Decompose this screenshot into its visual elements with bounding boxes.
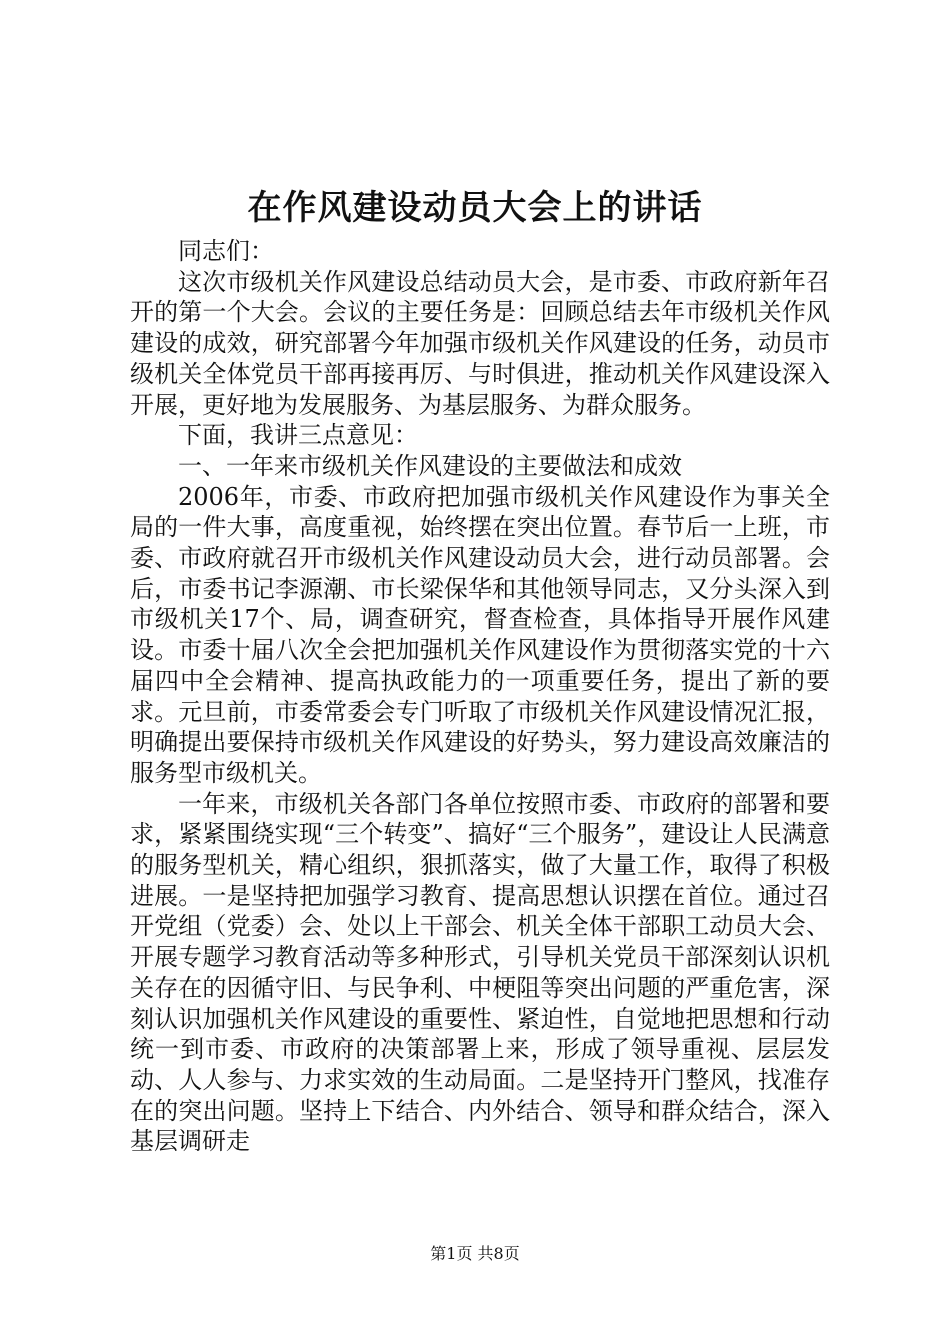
body-paragraph: 一年来，市级机关各部门各单位按照市委、市政府的部署和要求，紧紧围绕实现“三个转变”、搞好“三个服务”，建设让人民满意的服务型机关，精心组织，狠抓落实，做了大量工作，取得了积极进展。一是坚持把加强学习教育、提高思想认识摆在首位。通过召开党组（党委）会、处以上干部会、机关全体干部职工动员大会、开展专题学习教育活动等多种形式，引导机关党员干部深刻认识机关存在的因循守旧、与民争利、中梗阻等突出问题的严重危害，深刻认识加强机关作风建设的重要性、紧迫性，自觉地把思想和行动统一到市委、市政府的决策部署上来，形成了领导重视、层层发动、人人参与、力求实效的生动局面。二是坚持开门整风，找准存在的突出问题。坚持上下结合、内外结合、领导和群众结合，深入基层调研走 bbox=[130, 789, 830, 1156]
document-title: 在作风建设动员大会上的讲话 bbox=[247, 188, 703, 228]
body-paragraph: 2006年，市委、市政府把加强市级机关作风建设作为事关全局的一件大事，高度重视，始终摆在突出位置。春节后一上班，市委、市政府就召开市级机关作风建设动员大会，进行动员部署。会后，市委书记李源潮、市长梁保华和其他领导同志，又分头深入到市级机关17个、局，调查研究，督查检查，具体指导开展作风建设。市委十届八次全会把加强机关作风建设作为贯彻落实党的十六届四中全会精神、提高执政能力的一项重要任务，提出了新的要求。元旦前，市委常委会专门听取了市级机关作风建设情况汇报，明确提出要保持市级机关作风建设的好势头，努力建设高效廉洁的服务型市级机关。 bbox=[130, 482, 830, 787]
section-heading: 一、一年来市级机关作风建设的主要做法和成效 bbox=[178, 451, 682, 480]
body-paragraph: 这次市级机关作风建设总结动员大会，是市委、市政府新年召开的第一个大会。会议的主要任务是：回顾总结去年市级机关作风建设的成效，研究部署今年加强市级机关作风建设的任务，动员市级机关全体党员干部再接再厉、与时俱进，推动机关作风建设深入开展，更好地为发展服务、为基层服务、为群众服务。 bbox=[130, 267, 830, 419]
salutation-paragraph: 同志们： bbox=[178, 237, 274, 265]
document-body bbox=[130, 236, 830, 1157]
body-paragraph: 下面，我讲三点意见： bbox=[178, 421, 418, 450]
page-footer: 第1页 共8页 bbox=[430, 1244, 520, 1263]
